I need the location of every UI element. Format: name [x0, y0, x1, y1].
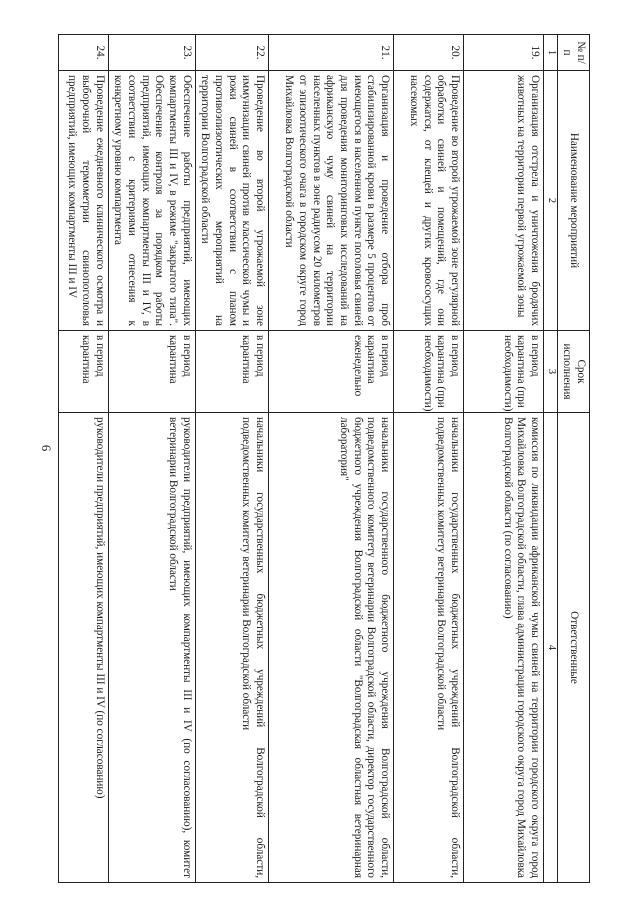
measures-table: [58, 34, 590, 883]
row-term: в период карантина: [108, 331, 195, 413]
header-num: № п/п: [557, 35, 589, 71]
row-term: в период карантина (при необходимости): [393, 331, 463, 413]
row-responsible: руководители предприятий, имеющих компартменты III и IV (по согласованию), комитет ветеринарии Волгоградской области: [108, 413, 195, 883]
table-row: [195, 35, 268, 883]
header-responsible: Ответственные: [557, 413, 589, 883]
row-number: 23.: [108, 35, 195, 71]
table-row: [58, 35, 108, 883]
row-number: 22.: [195, 35, 268, 71]
row-name: Проведение во второй угрожаемой зоне регулярной обработки свиней и помещений, где они содержатся, от клещей и других кровососущих насекомых: [393, 71, 463, 331]
row-responsible: начальники государственных бюджетных учреждений Волгоградской области, подведомственных комитету ветеринарии Волгоградской области: [393, 413, 463, 883]
row-responsible: руководители предприятий, имеющих компартменты III и IV (по согласованию): [58, 413, 108, 883]
table-row: [108, 35, 195, 883]
row-term: в период карантина еженедельно: [268, 331, 393, 413]
row-responsible: комиссия по ликвидации африканской чумы свиней на территории городского округа город Михайловка Волгоградской области, глава администрации городского округа город Михайловка Волгоградской области (по согласованию): [463, 413, 543, 883]
row-name: Организация и проведение отбора проб стабилизированной крови в размере 5 процентов от имеющегося в населенном пункте поголовья свиней для проведения мониторинговых исследований на африканскую чуму свиней на территории населенных пунктов в зоне радиусом 20 километров от эпизоотического очага в городском округе город Михайловка Волгоградской области: [268, 71, 393, 331]
page-number: 6: [39, 444, 54, 452]
row-term: в период карантина: [195, 331, 268, 413]
row-name: Обеспечение работы предприятий, имеющих компартменты III и IV, в режиме "закрытого типа". Обеспечение контроля за порядком работы предприятий, имеющих компартменты III и IV, в соответствии с критериями отнесения к конкретному уровню компартмента: [108, 71, 195, 331]
row-name: Организация отстрела и уничтожения бродячих животных на территории первой угрожаемой зоны: [463, 71, 543, 331]
header-term: Срок исполнения: [557, 331, 589, 413]
column-number: 1: [543, 35, 557, 71]
row-term: в период карантина (при необходимости): [463, 331, 543, 413]
row-number: 20.: [393, 35, 463, 71]
column-number: 2: [543, 71, 557, 331]
table-row: [393, 35, 463, 883]
column-number-row: [543, 35, 557, 883]
row-name: Проведение во второй угрожаемой зоне иммунизации свиней против классической чумы и рожи свиней в соответствии с планом противоэпизоотических мероприятий на территории Волгоградской области: [195, 71, 268, 331]
row-term: в период карантина: [58, 331, 108, 413]
row-responsible: начальники государственных бюджетных учреждений Волгоградской области, подведомственных комитету ветеринарии Волгоградской области: [195, 413, 268, 883]
row-number: 19.: [463, 35, 543, 71]
row-responsible: начальники государственного бюджетного учреждения Волгоградской области, подведомственного комитету ветеринарии Волгоградской области, директор государственного бюджетного учреждения Волгоградской области "Волгоградская областная ветеринарная лаборатория": [268, 413, 393, 883]
header-name: Наименование мероприятий: [557, 71, 589, 331]
column-number: 4: [543, 413, 557, 883]
table-row: [463, 35, 543, 883]
row-number: 24.: [58, 35, 108, 71]
row-number: 21.: [268, 35, 393, 71]
table-header-row: [557, 35, 589, 883]
rotated-table-area: [66, 34, 590, 882]
row-name: Проведение ежедневного клинического осмотра и выборочной термометрии свинопоголовья предприятий, имеющих компартменты III и IV: [58, 71, 108, 331]
column-number: 3: [543, 331, 557, 413]
table-row: [268, 35, 393, 883]
